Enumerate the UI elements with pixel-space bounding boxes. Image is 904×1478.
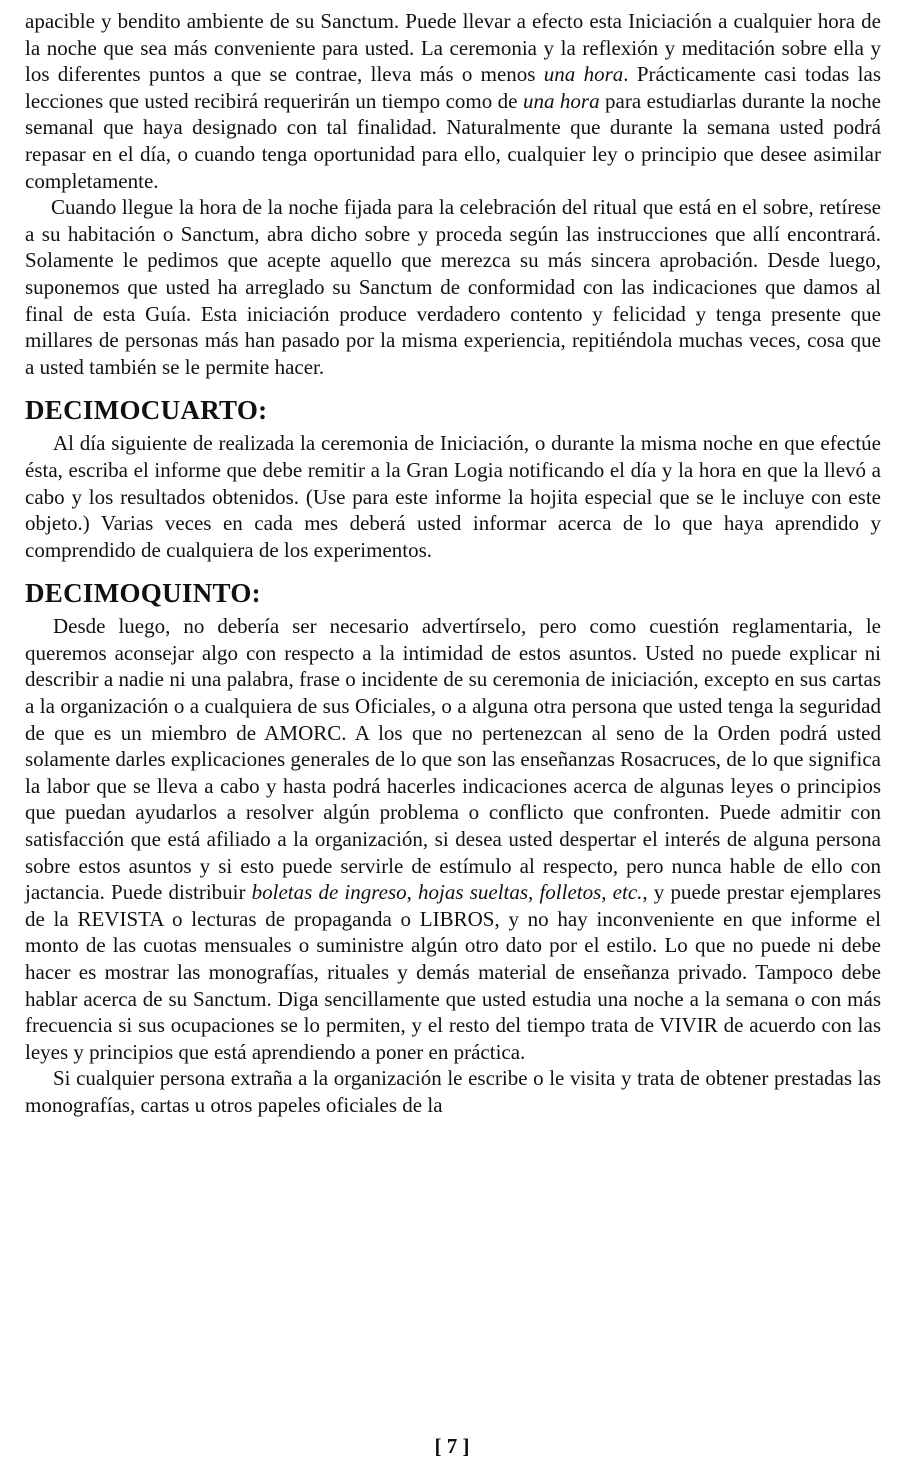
text-run: Si cualquier persona extraña a la organización le escribe o le visita y trata de obtener prestadas las monografías, cartas u otros papeles oficiales de la — [25, 1066, 881, 1117]
paragraph-informe — [25, 430, 881, 563]
paragraph-persona-extrana — [25, 1065, 881, 1118]
paragraph-cuando-llegue — [25, 194, 881, 380]
section-heading-decimoquinto: DECIMOQUINTO: — [25, 578, 261, 609]
section-decimocuarto — [25, 430, 881, 563]
italic-text: una hora — [543, 62, 624, 87]
text-run: Al día siguiente de realizada la ceremonia de Iniciación, o durante la misma noche en que efectúe ésta, escriba el informe que debe remitir a la Gran Logia notificando el día y la hora en que la llevó a cabo y los resultados obtenidos. (Use para este informe la hojita especial que se le incluye con este objeto.) Varias veces en cada mes deberá usted informar acerca de lo que haya aprendido y comprendido de cualquiera de los experimentos. — [25, 431, 881, 562]
section-decimoquinto — [25, 613, 881, 1118]
text-run: . Prácticamente casi todas las lecciones que usted recibirá requerirán un tiempo como de — [25, 62, 881, 113]
page-number: [ 7 ] — [434, 1434, 470, 1458]
paragraph-intimidad — [25, 613, 881, 1065]
document-page — [25, 8, 881, 1119]
paragraph-ambiente — [25, 8, 881, 194]
text-run: para estudiarlas durante la noche semanal que haya designado con tal finalidad. Naturalmente que durante la semana usted podrá repasar en el día, o cuando tenga oportunidad para ello, cualquier ley o principio que desee asimilar completamente. — [25, 88, 881, 193]
text-run: , y puede prestar ejemplares de la REVISTA o lecturas de propaganda o LIBROS, y no hay inconveniente en que informe el monto de las cuotas mensuales o suministre algún otro dato por el estilo. Lo que no puede ni debe hacer es mostrar las monografías, rituales y demás material de enseñanza privado. Tampoco debe hablar acerca de su Sanctum. Diga sencillamente que usted estudia una noche a la semana o con más frecuencia si sus ocupaciones se lo permiten, y el resto del tiempo trata de VIVIR de acuerdo con las leyes y principios que está aprendiendo a poner en práctica. — [25, 880, 881, 1064]
intro-text — [25, 8, 881, 380]
italic-text: boletas de ingreso, hojas sueltas, folletos, etc. — [251, 880, 643, 905]
text-run: apacible y bendito ambiente de su Sanctum. Puede llevar a efecto esta Iniciación a cualquier hora de la noche que sea más conveniente para usted. La ceremonia y la reflexión y meditación sobre ella y los diferentes puntos a que se contrae, lleva más o menos — [25, 9, 881, 87]
text-run: Desde luego, no debería ser necesario advertírselo, pero como cuestión reglamentaria, le queremos aconsejar algo con respecto a la intimidad de estos asuntos. Usted no puede explicar ni describir a nadie ni una palabra, frase o incidente de su ceremonia de iniciación, excepto en sus cartas a la organización o a cualquiera de sus Oficiales, o a alguna otra persona que usted tenga la seguridad de que es un miembro de AMORC. A los que no pertenezcan al seno de la Orden podrá usted solamente darles explicaciones generales de lo que son las enseñanzas Rosacruces, de lo que significa la labor que se lleva a cabo y hasta podrá hacerles indicaciones acerca de algunas leyes o principios que puedan ayudarlos a resolver algún problema o conflicto que confronten. Puede admitir con satisfacción que está afiliado a la organización, si desea usted despertar el interés de alguna persona sobre estos asuntos y si esto puede servirle de estímulo al respecto, pero nunca hable de ello con jactancia. Puede distribuir — [25, 614, 881, 905]
text-run: Cuando llegue la hora de la noche fijada para la celebración del ritual que está en el sobre, retírese a su habitación o Sanctum, abra dicho sobre y proceda según las instrucciones que allí encontrará. Solamente le pedimos que acepte aquello que merezca su más sincera aprobación. Desde luego, suponemos que usted ha arreglado su Sanctum de conformidad con las indicaciones que damos al final de esta Guía. Esta iniciación produce verdadero contento y felicidad y tenga presente que millares de personas más han pasado por la misma experiencia, repitiéndola muchas veces, cosa que a usted también se le permite hacer. — [25, 195, 881, 379]
italic-text: una hora — [522, 88, 600, 113]
section-heading-decimocuarto: DECIMOCUARTO: — [25, 395, 268, 426]
